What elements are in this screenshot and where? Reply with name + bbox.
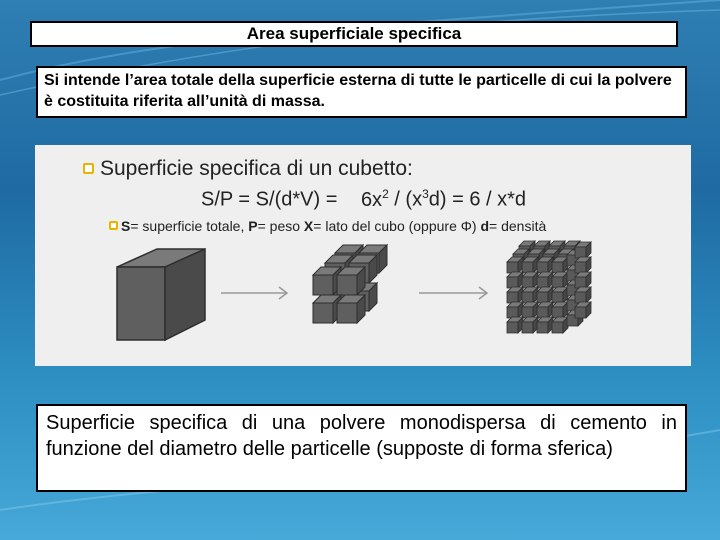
formula-div: / (x	[388, 188, 423, 211]
slide-title: Area superficiale specifica	[30, 21, 678, 47]
legend-p-text: = peso	[257, 218, 304, 234]
legend-x: X	[303, 218, 314, 234]
figure-heading-text: Superficie specifica di un cubetto:	[100, 157, 413, 180]
cube-figure	[35, 145, 691, 366]
legend-s: S	[121, 218, 131, 234]
single-cube-icon	[117, 249, 205, 340]
arrow-right-icon	[419, 287, 487, 299]
caption-box: Superficie specifica di una polvere monodispersa di cemento in funzione del diametro delle particelle (supposte di forma sferica)	[36, 404, 687, 492]
formula-sup3: 3	[422, 187, 429, 201]
definition-box: Si intende l’area totale della superficie esterna di tutte le particelle di cui la polvere è costituita riferita all’unità di massa.	[36, 66, 687, 118]
legend-s-text: = superficie totale,	[130, 218, 249, 234]
split-cube-many-icon	[507, 241, 591, 333]
formula-end: d) = 6 / x*d	[428, 188, 527, 211]
formula-sup2: 2	[382, 187, 389, 201]
legend-d-text: = densità	[489, 218, 547, 234]
legend-p: P	[248, 218, 258, 234]
formula-mid: 6x	[360, 188, 383, 211]
cube-drawings	[35, 145, 691, 366]
split-cube-8-icon	[313, 245, 387, 323]
formula-left: S/P = S/(d*V) =	[201, 188, 338, 211]
legend-d: d	[480, 218, 490, 234]
legend-x-text: = lato del cubo (oppure Φ)	[313, 218, 481, 234]
arrow-right-icon	[221, 287, 287, 299]
